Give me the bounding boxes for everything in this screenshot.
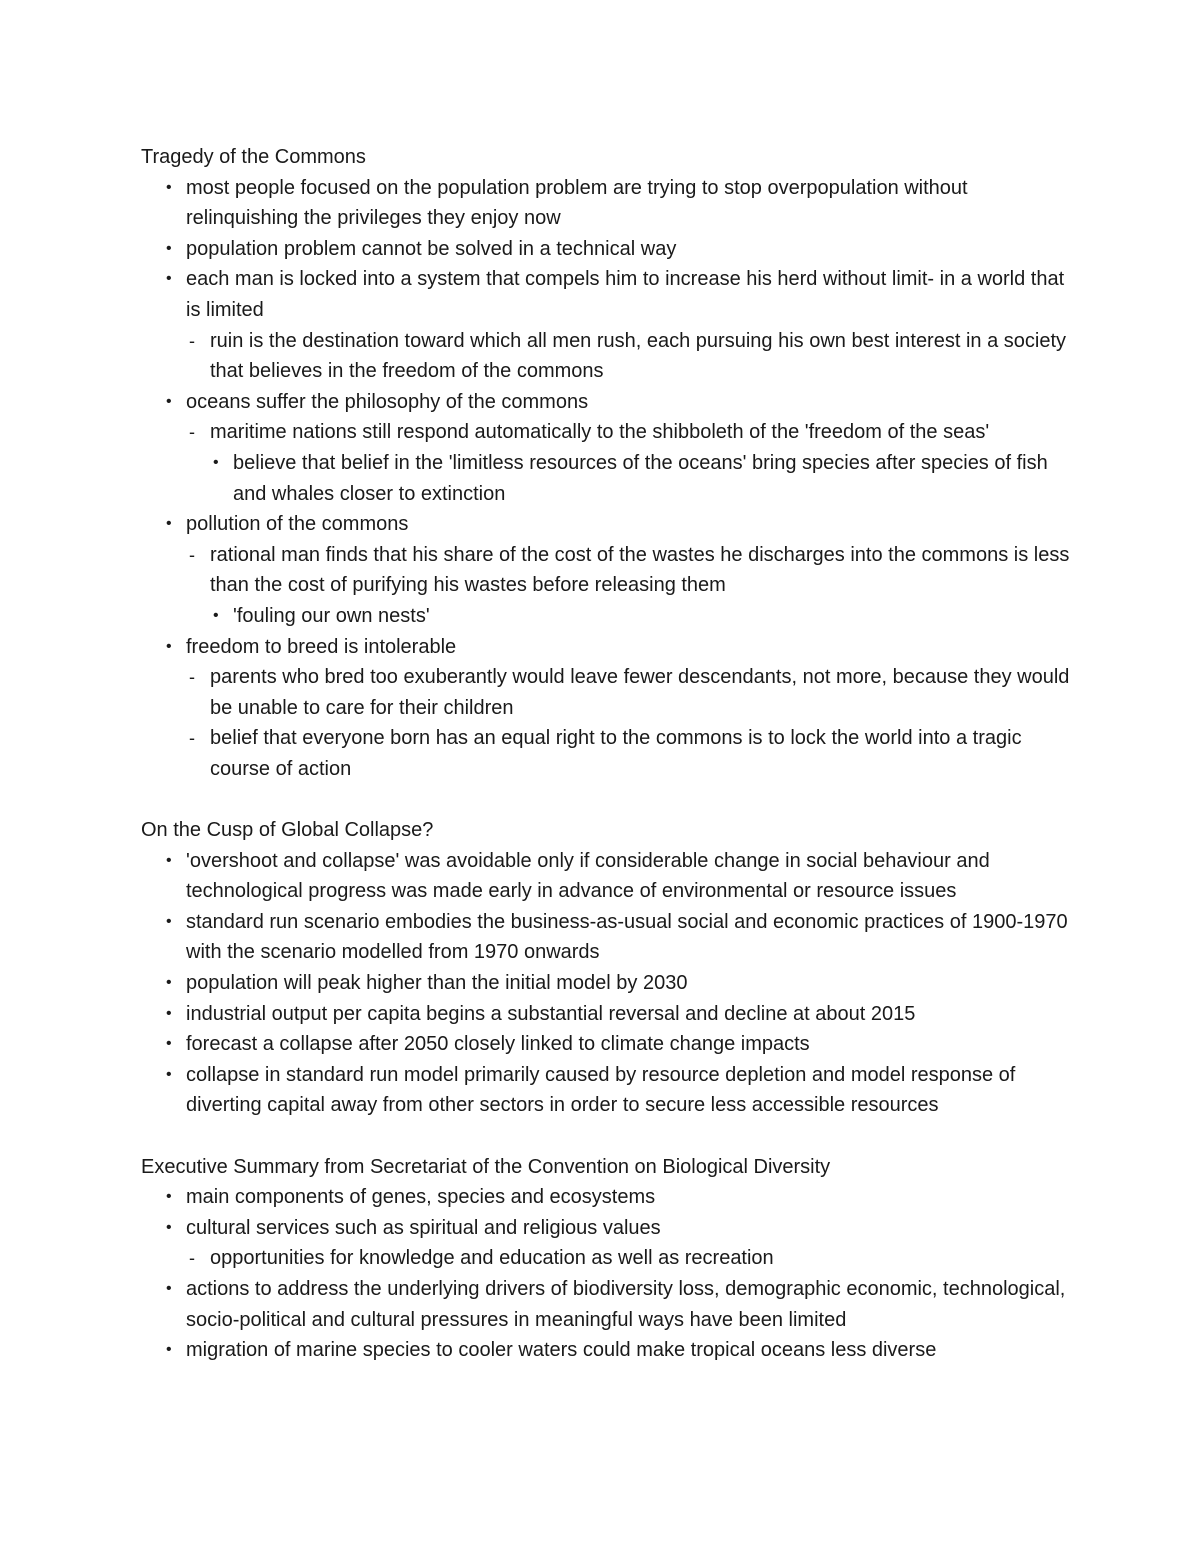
list-item-text: 'overshoot and collapse' was avoidable only if considerable change in social behaviour and technological progress was made early in advance of environmental or resource issues <box>186 849 990 903</box>
bullet-icon: • <box>166 851 172 869</box>
bullet-icon: • <box>166 912 172 930</box>
sub-bullet-list <box>186 1243 1081 1274</box>
dash-bullet-icon: ‐ <box>189 422 195 443</box>
list-item-text: parents who bred too exuberantly would leave fewer descendants, not more, because they would be unable to care for their children <box>210 666 1070 719</box>
sub-bullet-list <box>186 326 1081 387</box>
list-item-text: cultural services such as spiritual and religious values <box>186 1216 661 1239</box>
list-item-text: each man is locked into a system that compels him to increase his herd without limit- in a world that is limited <box>186 268 1065 321</box>
list-item <box>166 999 1081 1030</box>
list-item <box>166 1213 1081 1274</box>
notes-section <box>141 142 1081 784</box>
list-item-text: standard run scenario embodies the business-as-usual social and economic practices of 1900-1970 with the scenario modelled from 1970 onwards <box>186 910 1068 964</box>
bullet-icon: • <box>166 1279 172 1297</box>
bullet-icon: • <box>166 1188 172 1206</box>
notes-body <box>141 142 1081 1396</box>
list-item-text: forecast a collapse after 2050 closely linked to climate change impacts <box>186 1033 810 1056</box>
list-item-text: most people focused on the population problem are trying to stop overpopulation without relinquishing the privileges they enjoy now <box>186 176 968 230</box>
list-item <box>166 1060 1081 1121</box>
bullet-icon: • <box>166 637 172 655</box>
list-item <box>166 1274 1081 1335</box>
sub-bullet-list <box>186 417 1081 509</box>
dash-bullet-icon: ‐ <box>189 728 195 749</box>
list-item-text: belief that everyone born has an equal right to the commons is to lock the world into a tragic course of action <box>210 727 1022 780</box>
sub-bullet-list <box>210 601 1081 632</box>
list-item <box>166 632 1081 785</box>
list-item-text: pollution of the commons <box>186 513 409 536</box>
list-item-text: rational man finds that his share of the cost of the wastes he discharges into the commons is less than the cost of purifying his wastes before releasing them <box>210 543 1070 597</box>
dash-bullet-icon: ‐ <box>189 1248 195 1269</box>
list-item-text: migration of marine species to cooler waters could make tropical oceans less diverse <box>186 1339 937 1362</box>
bullet-icon: • <box>166 1035 172 1053</box>
bullet-icon: • <box>213 453 219 471</box>
section-heading: Executive Summary from Secretariat of the Convention on Biological Diversity <box>141 1155 831 1178</box>
list-item-text: population will peak higher than the initial model by 2030 <box>186 972 688 995</box>
list-item-text: 'fouling our own nests' <box>233 604 430 627</box>
list-item <box>166 1029 1081 1060</box>
bullet-icon: • <box>166 270 172 288</box>
section-heading: On the Cusp of Global Collapse? <box>141 819 434 842</box>
sub-list-item <box>189 417 1081 509</box>
sub-list-item <box>213 601 1081 632</box>
notes-section <box>141 815 1081 1121</box>
bullet-icon: • <box>213 606 219 624</box>
bullet-icon: • <box>166 392 172 410</box>
sub-list-item <box>189 326 1081 387</box>
list-item-text: believe that belief in the 'limitless resources of the oceans' bring species after species of fish and whales closer to extinction <box>233 451 1048 505</box>
list-item <box>166 234 1081 265</box>
list-item-text: actions to address the underlying drivers of biodiversity loss, demographic economic, technological, socio-political and cultural pressures in meaningful ways have been limited <box>186 1277 1066 1331</box>
bullet-icon: • <box>166 515 172 533</box>
bullet-icon: • <box>166 1065 172 1083</box>
bullet-icon: • <box>166 178 172 196</box>
list-item-text: population problem cannot be solved in a technical way <box>186 237 677 260</box>
bullet-icon: • <box>166 239 172 257</box>
list-item <box>166 907 1081 968</box>
list-item-text: collapse in standard run model primarily caused by resource depletion and model response of diverting capital away from other sectors in order to secure less accessible resources <box>186 1063 1016 1117</box>
list-item-text: oceans suffer the philosophy of the commons <box>186 390 589 413</box>
dash-bullet-icon: ‐ <box>189 330 195 351</box>
list-item <box>166 846 1081 907</box>
bullet-icon: • <box>166 1218 172 1236</box>
sub-list-item <box>213 448 1081 509</box>
list-item <box>166 509 1081 631</box>
list-item-text: industrial output per capita begins a substantial reversal and decline at about 2015 <box>186 1002 916 1025</box>
section-heading: Tragedy of the Commons <box>141 146 366 168</box>
bullet-list <box>141 1182 1081 1366</box>
list-item-text: maritime nations still respond automatically to the shibboleth of the 'freedom of the seas' <box>210 421 990 444</box>
dash-bullet-icon: ‐ <box>189 667 195 688</box>
dash-bullet-icon: ‐ <box>189 544 195 565</box>
sub-bullet-list <box>186 540 1081 632</box>
bullet-icon: • <box>166 1004 172 1022</box>
list-item-text: freedom to breed is intolerable <box>186 635 457 658</box>
sub-list-item <box>189 540 1081 632</box>
sub-list-item <box>189 662 1081 723</box>
notes-section <box>141 1152 1081 1366</box>
sub-list-item <box>189 723 1081 784</box>
sub-bullet-list <box>210 448 1081 509</box>
bullet-icon: • <box>166 974 172 992</box>
list-item <box>166 173 1081 234</box>
list-item <box>166 1182 1081 1213</box>
list-item <box>166 387 1081 509</box>
list-item-text: ruin is the destination toward which all men rush, each pursuing his own best interest in a society that believes in the freedom of the commons <box>210 329 1067 383</box>
list-item <box>166 264 1081 386</box>
list-item <box>166 968 1081 999</box>
list-item-text: opportunities for knowledge and education as well as recreation <box>210 1247 774 1270</box>
bullet-list <box>141 846 1081 1121</box>
list-item <box>166 1335 1081 1366</box>
list-item-text: main components of genes, species and ecosystems <box>186 1186 656 1209</box>
bullet-icon: • <box>166 1341 172 1359</box>
sub-bullet-list <box>186 662 1081 784</box>
bullet-list <box>141 173 1081 785</box>
sub-list-item <box>189 1243 1081 1274</box>
